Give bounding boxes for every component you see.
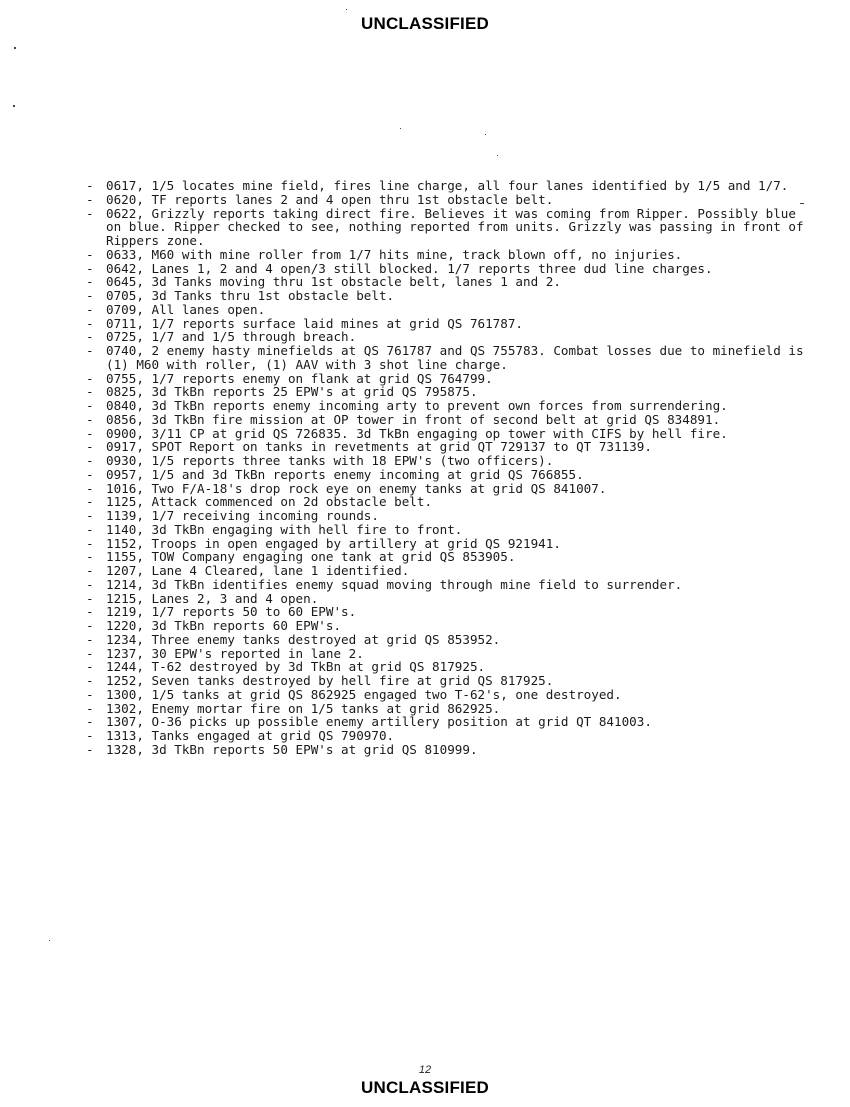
scan-speck bbox=[485, 134, 486, 135]
log-entry: - 0856, 3d TkBn fire mission at OP tower in front of second belt at grid QS 834891. bbox=[86, 413, 806, 427]
log-entry: - 1214, 3d TkBn identifies enemy squad moving through mine field to surrender. bbox=[86, 578, 806, 592]
log-entry: - 1244, T-62 destroyed by 3d TkBn at grid QS 817925. bbox=[86, 660, 806, 674]
log-entry: - 0709, All lanes open. bbox=[86, 303, 806, 317]
log-entry: - 1237, 30 EPW's reported in lane 2. bbox=[86, 647, 806, 661]
log-entry: - 0917, SPOT Report on tanks in revetments at grid QT 729137 to QT 731139. bbox=[86, 440, 806, 454]
classification-header: UNCLASSIFIED bbox=[360, 14, 490, 33]
log-entry: - 1252, Seven tanks destroyed by hell fire at grid QS 817925. bbox=[86, 674, 806, 688]
scan-speck bbox=[346, 9, 347, 10]
log-entry: - 0711, 1/7 reports surface laid mines at grid QS 761787. bbox=[86, 317, 806, 331]
log-entry: - 1139, 1/7 receiving incoming rounds. bbox=[86, 509, 806, 523]
operations-log bbox=[86, 178, 812, 757]
scan-speck bbox=[497, 155, 498, 156]
log-entry: - 0957, 1/5 and 3d TkBn reports enemy incoming at grid QS 766855. bbox=[86, 468, 806, 482]
log-entry: - 0622, Grizzly reports taking direct fire. Believes it was coming from Ripper. Possibly blue on blue. Ripper checked to see, nothing reported from units. Grizzly was passing in front of Rippers zone. bbox=[86, 207, 806, 248]
log-entry: - 1125, Attack commenced on 2d obstacle belt. bbox=[86, 495, 806, 509]
log-entry: - 1300, 1/5 tanks at grid QS 862925 engaged two T-62's, one destroyed. bbox=[86, 688, 806, 702]
scan-speck bbox=[400, 128, 401, 129]
log-entry: - 0755, 1/7 reports enemy on flank at grid QS 764799. bbox=[86, 372, 806, 386]
log-entry: - 1328, 3d TkBn reports 50 EPW's at grid QS 810999. bbox=[86, 743, 806, 757]
log-entry: - 0620, TF reports lanes 2 and 4 open thru 1st obstacle belt. bbox=[86, 193, 806, 207]
log-entry: - 1207, Lane 4 Cleared, lane 1 identified. bbox=[86, 564, 806, 578]
log-entry: - 1152, Troops in open engaged by artillery at grid QS 921941. bbox=[86, 537, 806, 551]
log-entry: - 0840, 3d TkBn reports enemy incoming arty to prevent own forces from surrendering. bbox=[86, 399, 806, 413]
log-entry: - 1220, 3d TkBn reports 60 EPW's. bbox=[86, 619, 806, 633]
log-entry: - 1215, Lanes 2, 3 and 4 open. bbox=[86, 592, 806, 606]
log-entry: - 1313, Tanks engaged at grid QS 790970. bbox=[86, 729, 806, 743]
log-entry: - 1140, 3d TkBn engaging with hell fire to front. bbox=[86, 523, 806, 537]
scan-speck bbox=[49, 940, 50, 941]
scan-speck bbox=[14, 47, 16, 49]
log-entry: - 0645, 3d Tanks moving thru 1st obstacle belt, lanes 1 and 2. bbox=[86, 275, 806, 289]
classification-footer: UNCLASSIFIED bbox=[360, 1078, 490, 1097]
log-entry: - 0705, 3d Tanks thru 1st obstacle belt. bbox=[86, 289, 806, 303]
log-entry: - 1307, O-36 picks up possible enemy artillery position at grid QT 841003. bbox=[86, 715, 806, 729]
log-entry: - 0617, 1/5 locates mine field, fires line charge, all four lanes identified by 1/5 and 1/7. bbox=[86, 179, 806, 193]
log-entry: - 0825, 3d TkBn reports 25 EPW's at grid QS 795875. bbox=[86, 385, 806, 399]
log-entry: - 0725, 1/7 and 1/5 through breach. bbox=[86, 330, 806, 344]
log-entry: - 1219, 1/7 reports 50 to 60 EPW's. bbox=[86, 605, 806, 619]
log-entry: - 0930, 1/5 reports three tanks with 18 EPW's (two officers). bbox=[86, 454, 806, 468]
scan-speck bbox=[13, 105, 15, 107]
log-entry: - 1302, Enemy mortar fire on 1/5 tanks at grid 862925. bbox=[86, 702, 806, 716]
log-entry: - 0740, 2 enemy hasty minefields at QS 761787 and QS 755783. Combat losses due to minefield is (1) M60 with roller, (1) AAV with 3 shot line charge. bbox=[86, 344, 806, 372]
log-entry: - 0633, M60 with mine roller from 1/7 hits mine, track blown off, no injuries. bbox=[86, 248, 806, 262]
log-entry: - 0900, 3/11 CP at grid QS 726835. 3d TkBn engaging op tower with CIFS by hell fire. bbox=[86, 427, 806, 441]
page-number: 12 bbox=[418, 1064, 432, 1076]
log-entry: - 0642, Lanes 1, 2 and 4 open/3 still blocked. 1/7 reports three dud line charges. bbox=[86, 262, 806, 276]
log-entry: - 1155, TOW Company engaging one tank at grid QS 853905. bbox=[86, 550, 806, 564]
log-entry: - 1234, Three enemy tanks destroyed at grid QS 853952. bbox=[86, 633, 806, 647]
log-entry: - 1016, Two F/A-18's drop rock eye on enemy tanks at grid QS 841007. bbox=[86, 482, 806, 496]
